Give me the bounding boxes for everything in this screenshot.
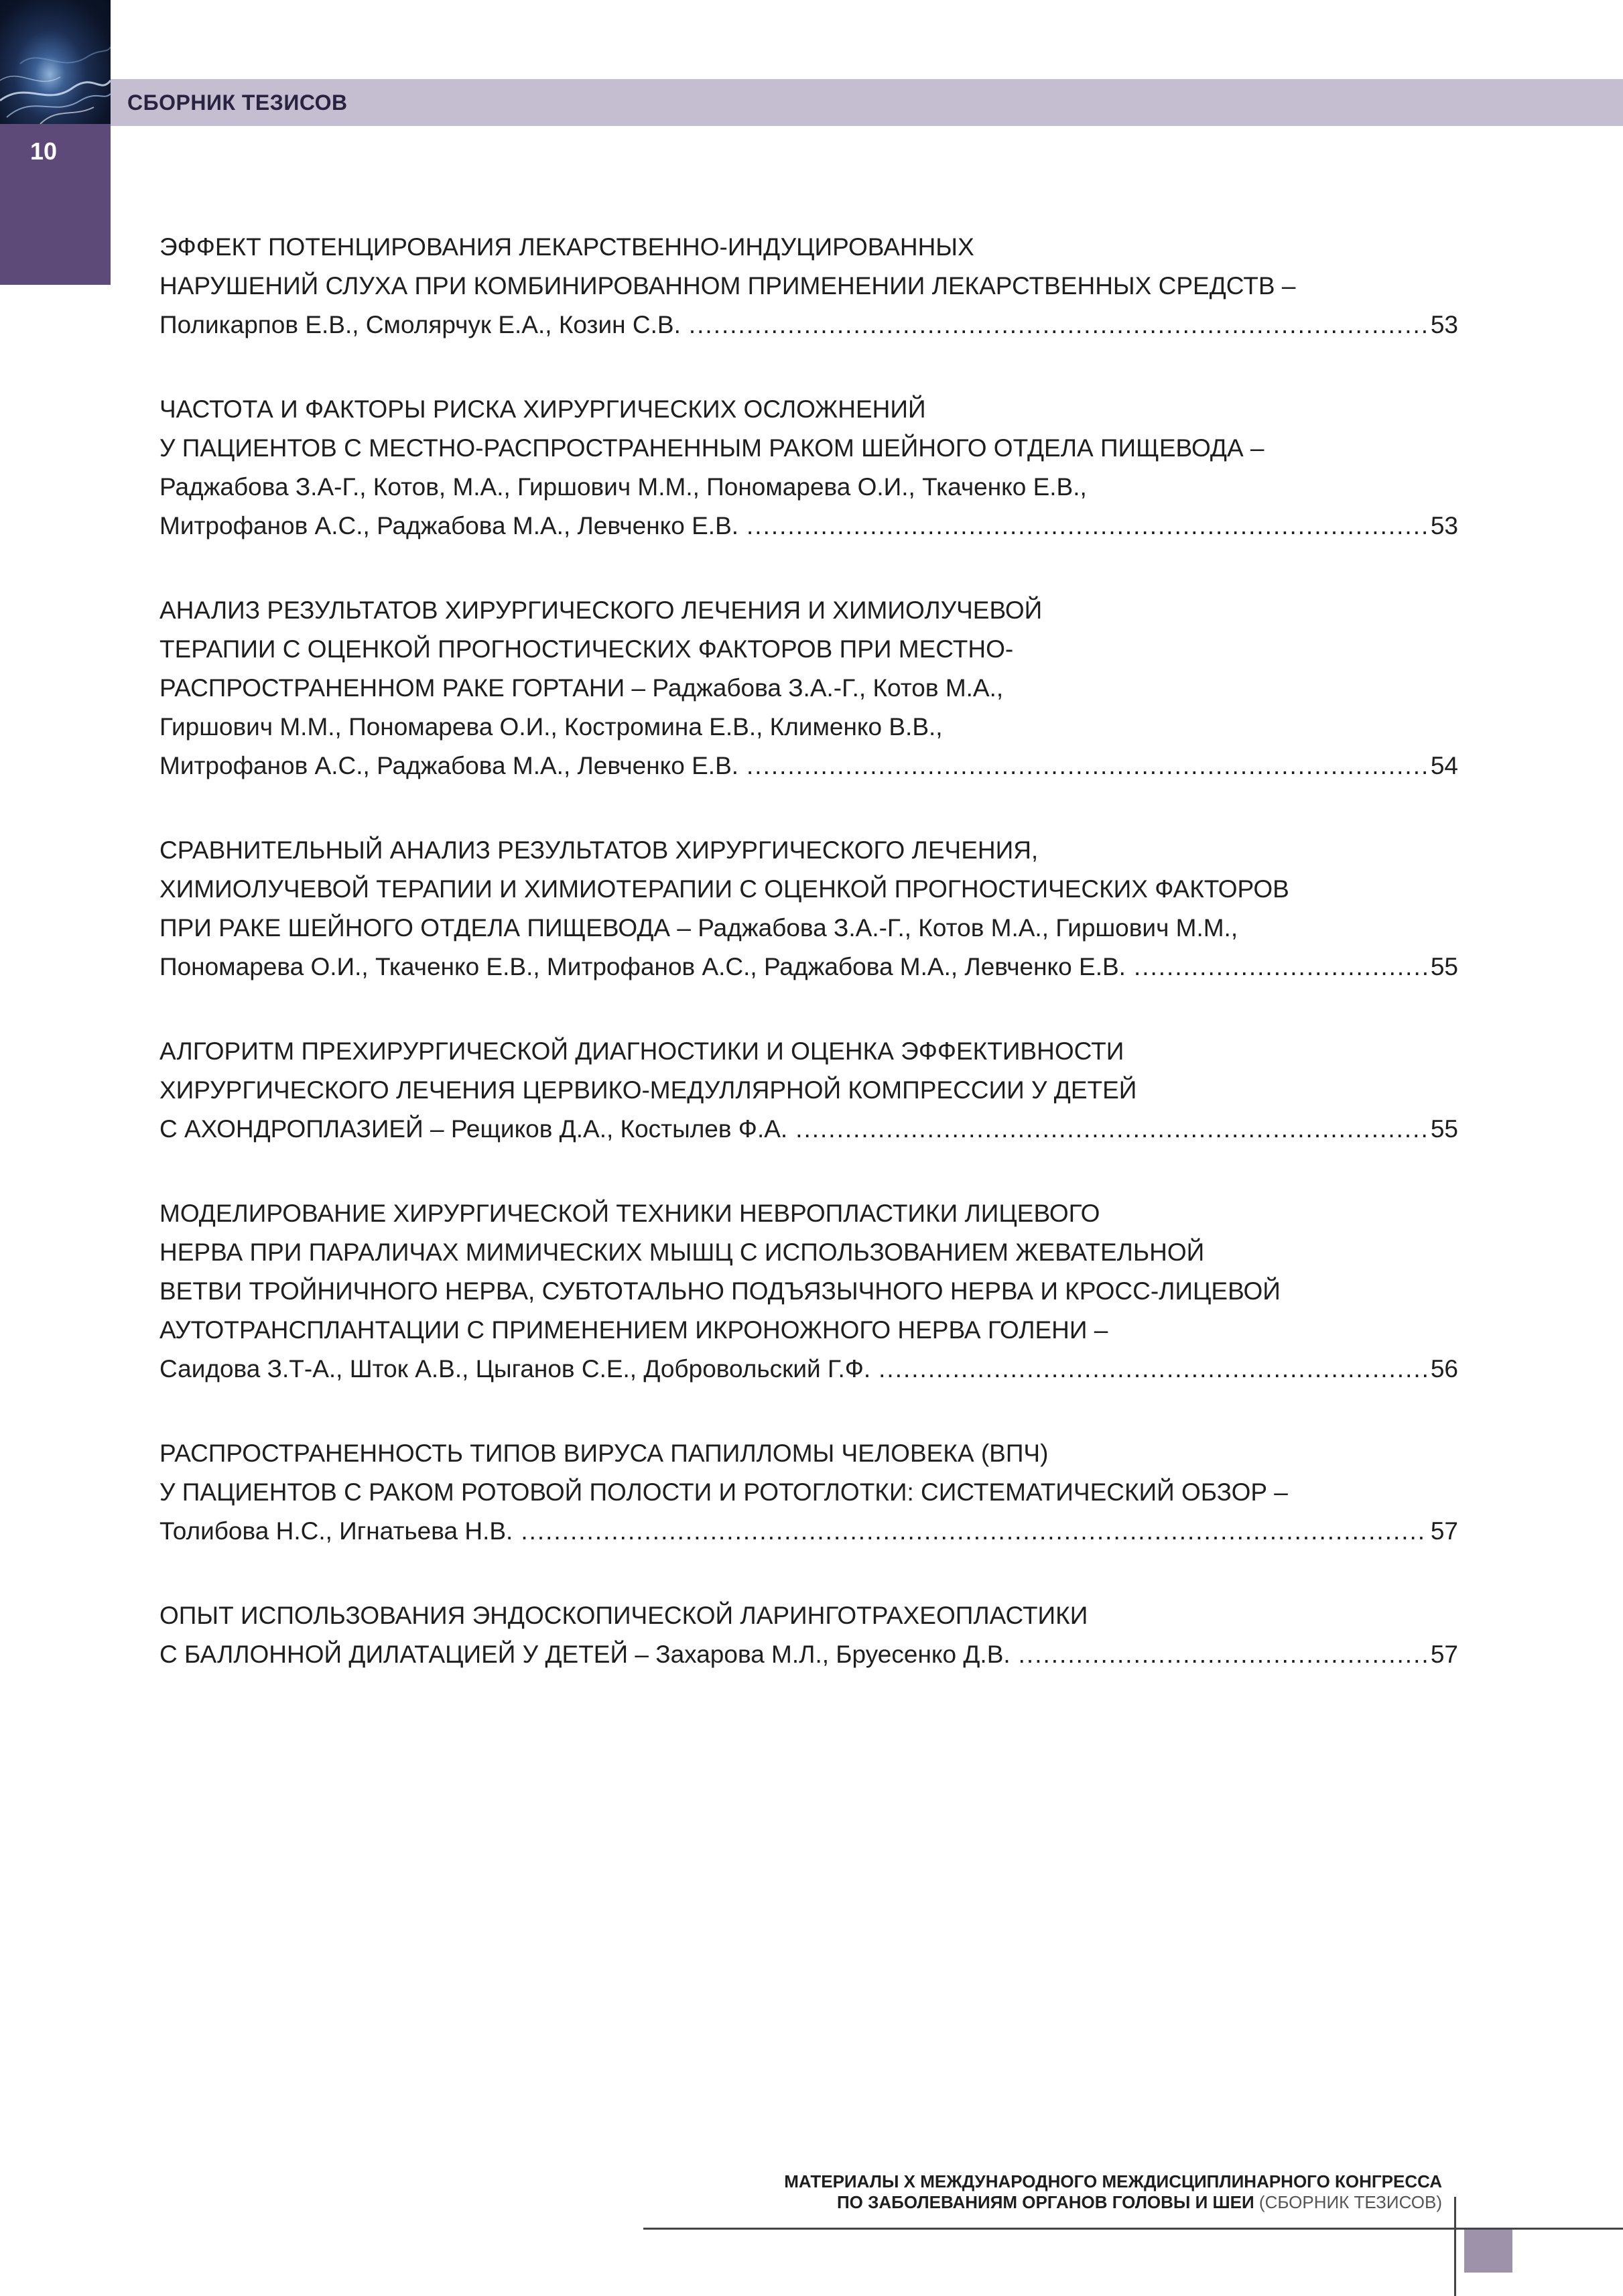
page-number: 10 [29,137,58,165]
toc-page-number[interactable]: 55 [1430,1115,1458,1143]
toc-entry-line: НАРУШЕНИЙ СЛУХА ПРИ КОМБИНИРОВАННОМ ПРИМЕНЕНИИ ЛЕКАРСТВЕННЫХ СРЕДСТВ – [159,272,1296,300]
toc-entry-line: ОПЫТ ИСПОЛЬЗОВАНИЯ ЭНДОСКОПИЧЕСКОЙ ЛАРИНГОТРАХЕОПЛАСТИКИ [159,1602,1088,1629]
toc-entry[interactable] [159,1194,1458,1389]
toc-entry-line: СРАВНИТЕЛЬНЫЙ АНАЛИЗ РЕЗУЛЬТАТОВ ХИРУРГИЧЕСКОГО ЛЕЧЕНИЯ, [159,836,1039,864]
toc-entry-line: МОДЕЛИРОВАНИЕ ХИРУРГИЧЕСКОЙ ТЕХНИКИ НЕВРОПЛАСТИКИ ЛИЦЕВОГО [159,1200,1100,1227]
dot-leader [879,1350,1428,1389]
dot-leader [746,747,1428,785]
toc-entry[interactable] [159,228,1458,344]
toc-page-number[interactable]: 57 [1430,1517,1458,1545]
toc-entry-last-text: Митрофанов А.С., Раджабова М.А., Левченко Е.В. [159,752,739,779]
toc-entry-line: У ПАЦИЕНТОВ С РАКОМ РОТОВОЙ ПОЛОСТИ И РОТОГЛОТКИ: СИСТЕМАТИЧЕСКИЙ ОБЗОР – [159,1478,1288,1506]
toc-entry-line: РАСПРОСТРАНЕННОМ РАКЕ ГОРТАНИ – Раджабова З.А.-Г., Котов М.А., [159,674,1004,702]
toc-entry-line: РАСПРОСТРАНЕННОСТЬ ТИПОВ ВИРУСА ПАПИЛЛОМЫ ЧЕЛОВЕКА (ВПЧ) [159,1440,1049,1467]
page-number-tab [0,124,111,285]
dot-leader [689,306,1428,344]
toc-entry[interactable] [159,831,1458,986]
toc-entry-authors-line [159,1635,1458,1674]
toc-entry-line: АНАЛИЗ РЕЗУЛЬТАТОВ ХИРУРГИЧЕСКОГО ЛЕЧЕНИЯ И ХИМИОЛУЧЕВОЙ [159,596,1043,624]
toc-entry-line: ХИРУРГИЧЕСКОГО ЛЕЧЕНИЯ ЦЕРВИКО-МЕДУЛЛЯРНОЙ КОМПРЕССИИ У ДЕТЕЙ [159,1076,1137,1104]
toc-entry-line: Гиршович М.М., Пономарева О.И., Костромина Е.В., Клименко В.В., [159,713,943,741]
footer-conference-title [784,2171,1442,2213]
toc-entry[interactable] [159,1032,1458,1149]
toc-entry-line: ПРИ РАКЕ ШЕЙНОГО ОТДЕЛА ПИЩЕВОДА – Раджабова З.А.-Г., Котов М.А., Гиршович М.М., [159,914,1238,942]
toc-entry-authors-line [159,1350,1458,1389]
toc-entry-line: АУТОТРАНСПЛАНТАЦИИ С ПРИМЕНЕНИЕМ ИКРОНОЖНОГО НЕРВА ГОЛЕНИ – [159,1316,1108,1344]
toc-entry-line: Раджабова З.А-Г., Котов, М.А., Гиршович М.М., Пономарева О.И., Ткаченко Е.В., [159,473,1087,501]
toc-page-number[interactable]: 57 [1430,1641,1458,1668]
footer-line-1: МАТЕРИАЛЫ X МЕЖДУНАРОДНОГО МЕЖДИСЦИПЛИНАРНОГО КОНГРЕССА [784,2171,1442,2191]
toc-entry-last-text: Толибова Н.С., Игнатьева Н.В. [159,1517,513,1545]
footer-line-2-suffix: (СБОРНИК ТЕЗИСОВ) [1258,2192,1442,2212]
toc-page-number[interactable]: 53 [1430,311,1458,338]
toc-entry-line: ЭФФЕКТ ПОТЕНЦИРОВАНИЯ ЛЕКАРСТВЕННО-ИНДУЦИРОВАННЫХ [159,233,974,261]
toc-entry[interactable] [159,1434,1458,1551]
footer-line-2 [784,2192,1442,2213]
dot-leader [1134,948,1428,986]
toc-entry-line: ВЕТВИ ТРОЙНИЧНОГО НЕРВА, СУБТОТАЛЬНО ПОДЪЯЗЫЧНОГО НЕРВА И КРОСС-ЛИЦЕВОЙ [159,1277,1281,1305]
toc-entry-last-text: Саидова З.Т-А., Шток А.В., Цыганов С.Е., Добровольский Г.Ф. [159,1355,871,1383]
header-band [111,79,1623,126]
toc-entry-authors-line [159,747,1458,785]
toc-entry[interactable] [159,1596,1458,1674]
toc-entry-last-text: С БАЛЛОННОЙ ДИЛАТАЦИЕЙ У ДЕТЕЙ – Захарова М.Л., Бруесенко Д.В. [159,1641,1011,1668]
corner-decorative-image [0,0,111,124]
toc-entry-line: ТЕРАПИИ С ОЦЕНКОЙ ПРОГНОСТИЧЕСКИХ ФАКТОРОВ ПРИ МЕСТНО- [159,635,1014,663]
footer-line-2-main: ПО ЗАБОЛЕВАНИЯМ ОРГАНОВ ГОЛОВЫ И ШЕИ [836,2192,1254,2212]
footer-color-block [1464,2230,1512,2273]
dot-leader [521,1512,1428,1551]
toc-entry-authors-line [159,507,1458,546]
header-title: СБОРНИК ТЕЗИСОВ [127,90,348,115]
toc-entry-authors-line [159,1110,1458,1149]
dot-leader [746,507,1428,546]
toc-page-number[interactable]: 56 [1430,1355,1458,1383]
toc-entry-last-text: С АХОНДРОПЛАЗИЕЙ – Рещиков Д.А., Костылев Ф.А. [159,1115,788,1143]
toc-entry-last-text: Пономарева О.И., Ткаченко Е.В., Митрофанов А.С., Раджабова М.А., Левченко Е.В. [159,953,1126,980]
toc-entry-line: НЕРВА ПРИ ПАРАЛИЧАХ МИМИЧЕСКИХ МЫШЦ С ИСПОЛЬЗОВАНИЕМ ЖЕВАТЕЛЬНОЙ [159,1238,1205,1266]
toc-entry-authors-line [159,1512,1458,1551]
toc-page-number[interactable]: 55 [1430,953,1458,980]
smoke-swirl-graphic [0,0,111,124]
toc-entry-authors-line [159,948,1458,986]
toc-entry-authors-line [159,306,1458,344]
toc-entry-line: ЧАСТОТА И ФАКТОРЫ РИСКА ХИРУРГИЧЕСКИХ ОСЛОЖНЕНИЙ [159,395,926,423]
toc-entry[interactable] [159,591,1458,785]
toc-entry-line: У ПАЦИЕНТОВ С МЕСТНО-РАСПРОСТРАНЕННЫМ РАКОМ ШЕЙНОГО ОТДЕЛА ПИЩЕВОДА – [159,434,1264,462]
dot-leader [1019,1635,1428,1674]
dot-leader [795,1110,1428,1149]
toc-entry-last-text: Поликарпов Е.В., Смолярчук Е.А., Козин С.В. [159,311,681,338]
toc-entry-line: АЛГОРИТМ ПРЕХИРУРГИЧЕСКОЙ ДИАГНОСТИКИ И ОЦЕНКА ЭФФЕКТИВНОСТИ [159,1037,1124,1065]
toc-page-number[interactable]: 53 [1430,512,1458,539]
toc-entry-last-text: Митрофанов А.С., Раджабова М.А., Левченко Е.В. [159,512,739,539]
footer-vertical-divider [1454,2197,1456,2296]
toc-page-number[interactable]: 54 [1430,752,1458,779]
toc-entry[interactable] [159,390,1458,546]
table-of-contents [159,228,1458,1720]
toc-entry-line: ХИМИОЛУЧЕВОЙ ТЕРАПИИ И ХИМИОТЕРАПИИ С ОЦЕНКОЙ ПРОГНОСТИЧЕСКИХ ФАКТОРОВ [159,875,1289,903]
